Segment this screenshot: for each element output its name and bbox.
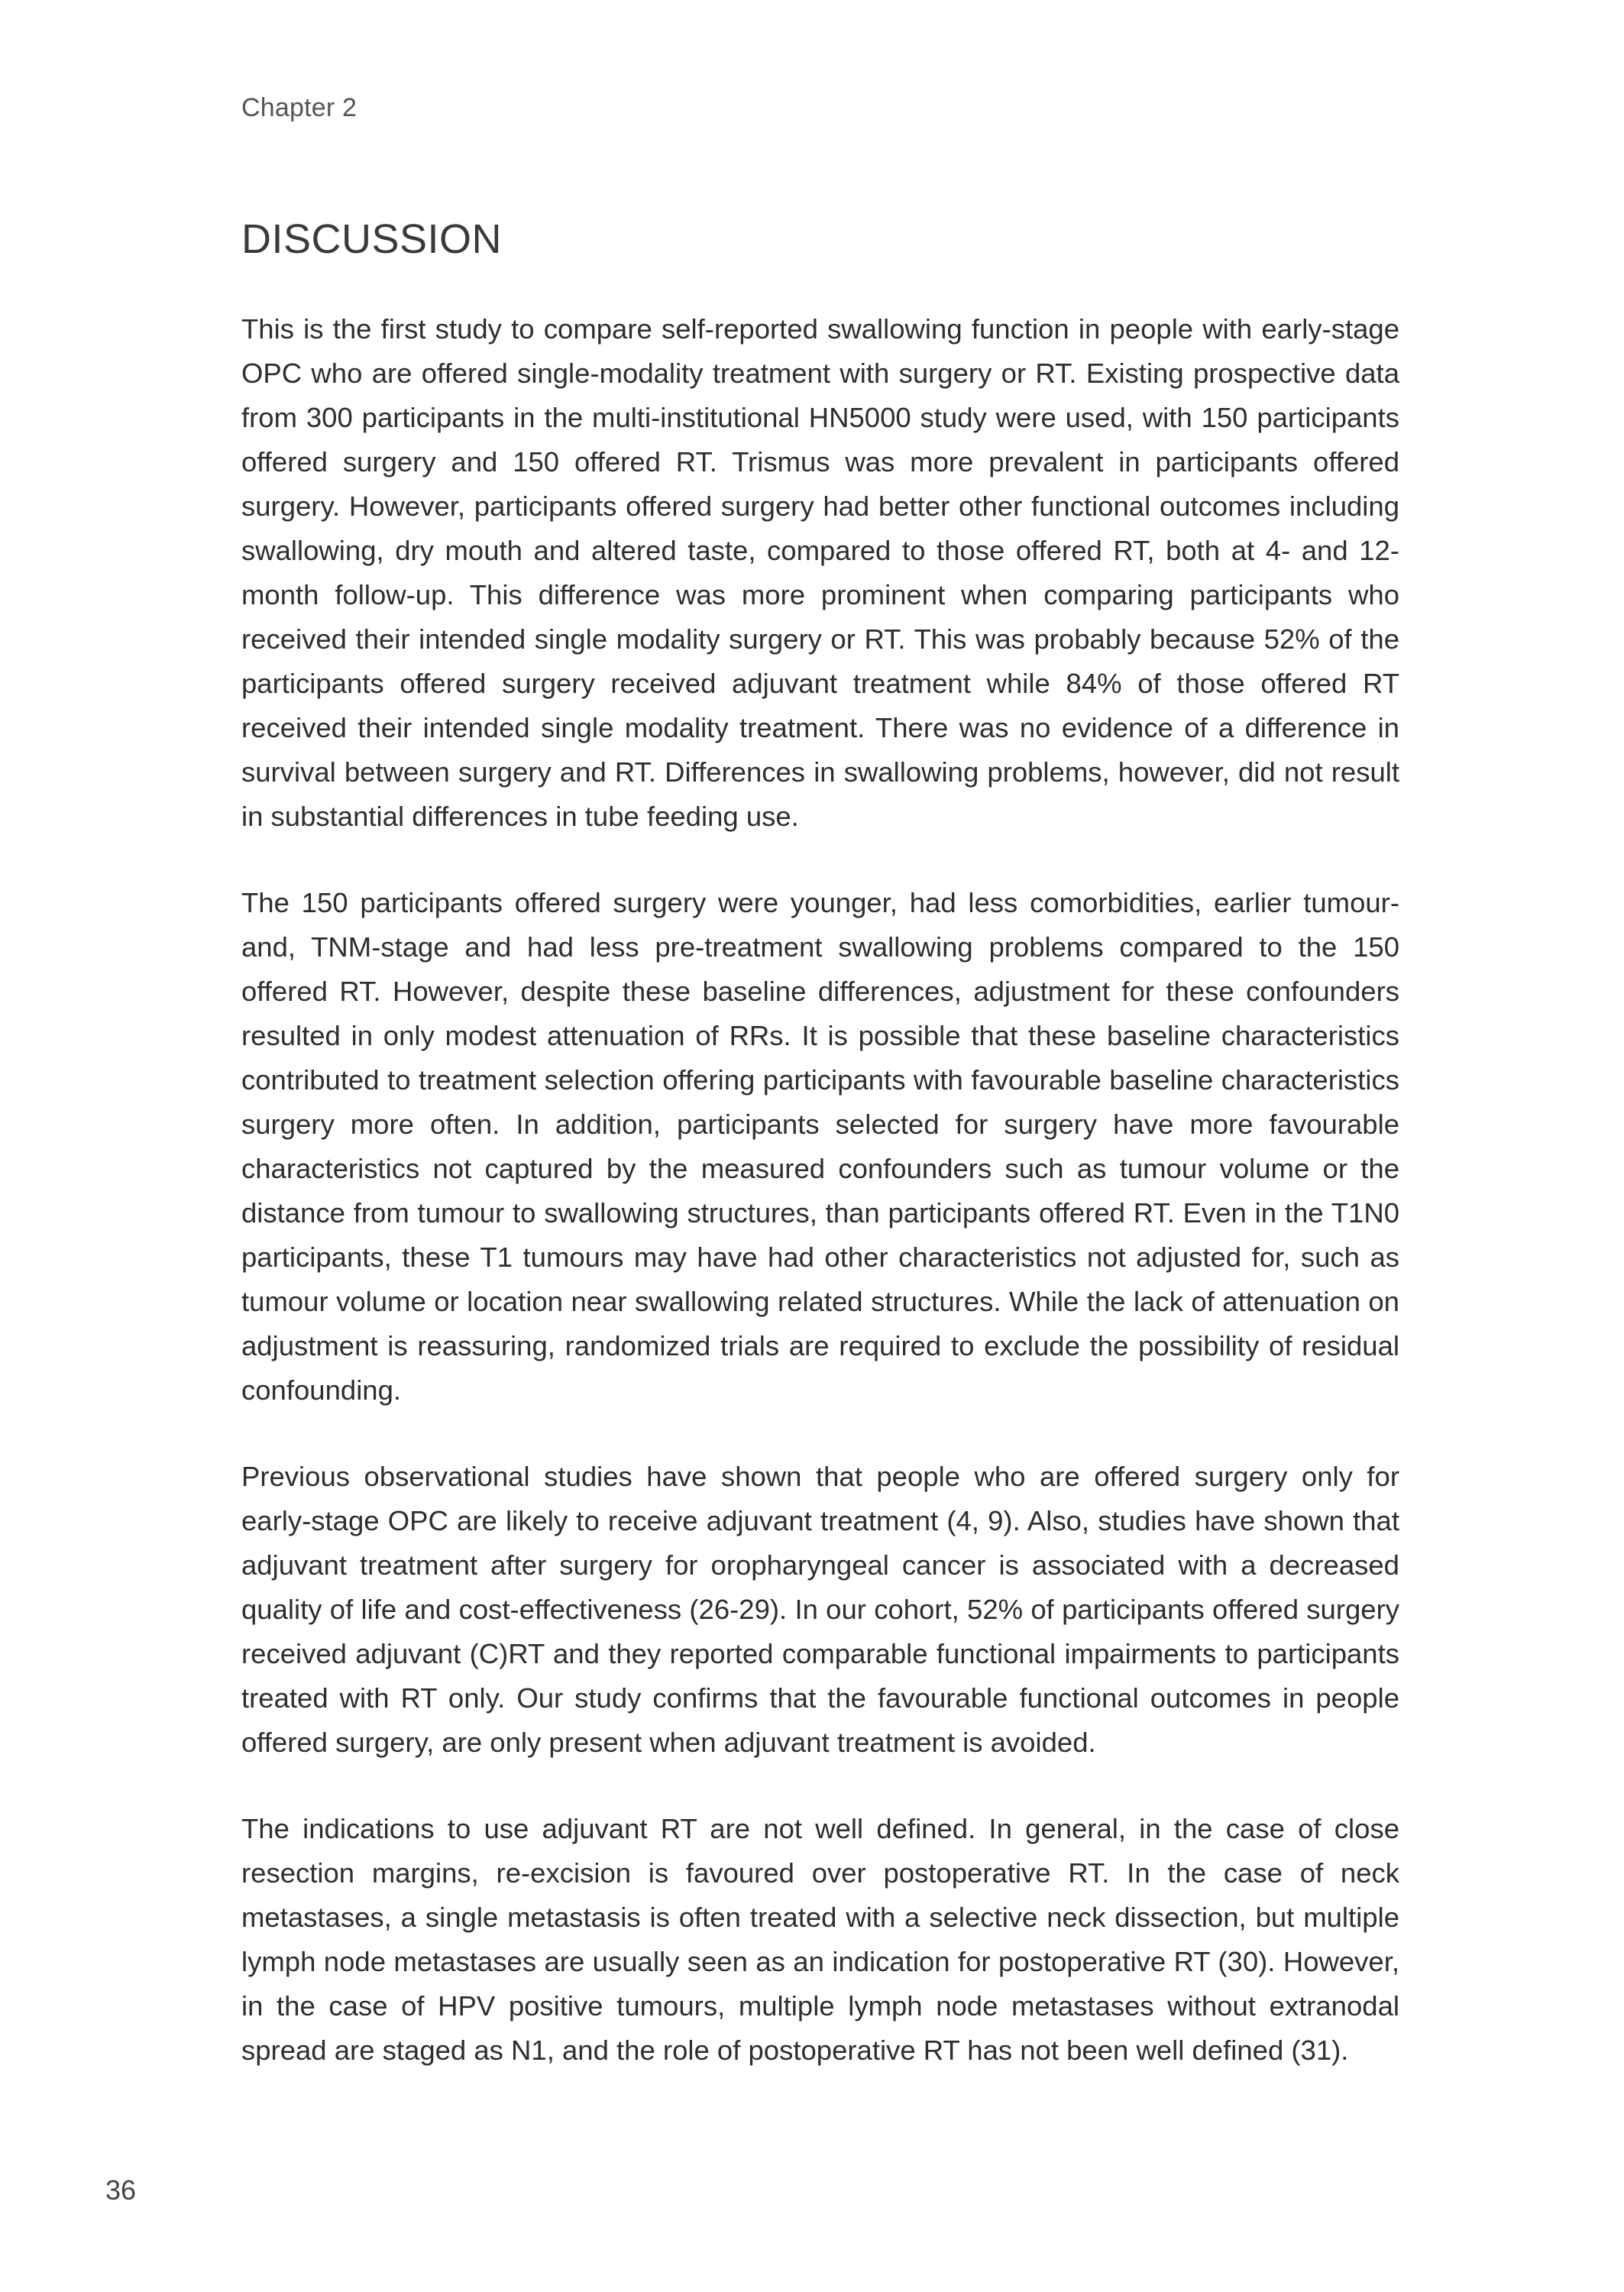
paragraph-4: The indications to use adjuvant RT are not well defined. In general, in the case of close resection margins, re-excision is favoured over postoperative RT. In the case of neck metastases, a single metastasis is often treated with a selective neck dissection, but multiple lymph node metastases are usually seen as an indication for postoperative RT (30). However, in the case of HPV positive tumours, multiple lymph node metastases without extranodal spread are staged as N1, and the role of postoperative RT has not been well defined (31). (241, 1813, 1399, 2066)
page-number: 36 (105, 2174, 137, 2206)
paragraph-2: The 150 participants offered surgery were younger, had less comorbidities, earlier tumour- and, TNM-stage and had less pre-treatment swallowing problems compared to the 150 offered RT. However, despite these baseline differences, adjustment for these confounders resulted in only modest attenuation of RRs. It is possible that these baseline characteristics contributed to treatment selection offering participants with favourable baseline characteristics surgery more often. In addition, participants selected for surgery have more favourable characteristics not captured by the measured confounders such as tumour volume or the distance from tumour to swallowing structures, than participants offered RT. Even in the T1N0 participants, these T1 tumours may have had other characteristics not adjusted for, such as tumour volume or location near swallowing related structures. While the lack of attenuation on adjustment is reassuring, randomized trials are required to exclude the possibility of residual confounding. (241, 887, 1399, 1406)
body-text (241, 307, 1399, 2115)
paragraph-1: This is the first study to compare self-reported swallowing function in people with early-stage OPC who are offered single-modality treatment with surgery or RT. Existing prospective data from 300 participants in the multi-institutional HN5000 study were used, with 150 participants offered surgery and 150 offered RT. Trismus was more prevalent in participants offered surgery. However, participants offered surgery had better other functional outcomes including swallowing, dry mouth and altered taste, compared to those offered RT, both at 4- and 12-month follow-up. This difference was more prominent when comparing participants who received their intended single modality surgery or RT. This was probably because 52% of the participants offered surgery received adjuvant treatment while 84% of those offered RT received their intended single modality treatment. There was no evidence of a difference in survival between surgery and RT. Differences in swallowing problems, however, did not result in substantial differences in tube feeding use. (241, 313, 1399, 832)
section-title: DISCUSSION (241, 216, 503, 262)
running-header-chapter: Chapter 2 (241, 93, 357, 122)
paragraph-3: Previous observational studies have shown that people who are offered surgery only for early-stage OPC are likely to receive adjuvant treatment (4, 9). Also, studies have shown that adjuvant treatment after surgery for oropharyngeal cancer is associated with a decreased quality of life and cost-effectiveness (26-29). In our cohort, 52% of participants offered surgery received adjuvant (C)RT and they reported comparable functional impairments to participants treated with RT only. Our study confirms that the favourable functional outcomes in people offered surgery, are only present when adjuvant treatment is avoided. (241, 1461, 1399, 1758)
